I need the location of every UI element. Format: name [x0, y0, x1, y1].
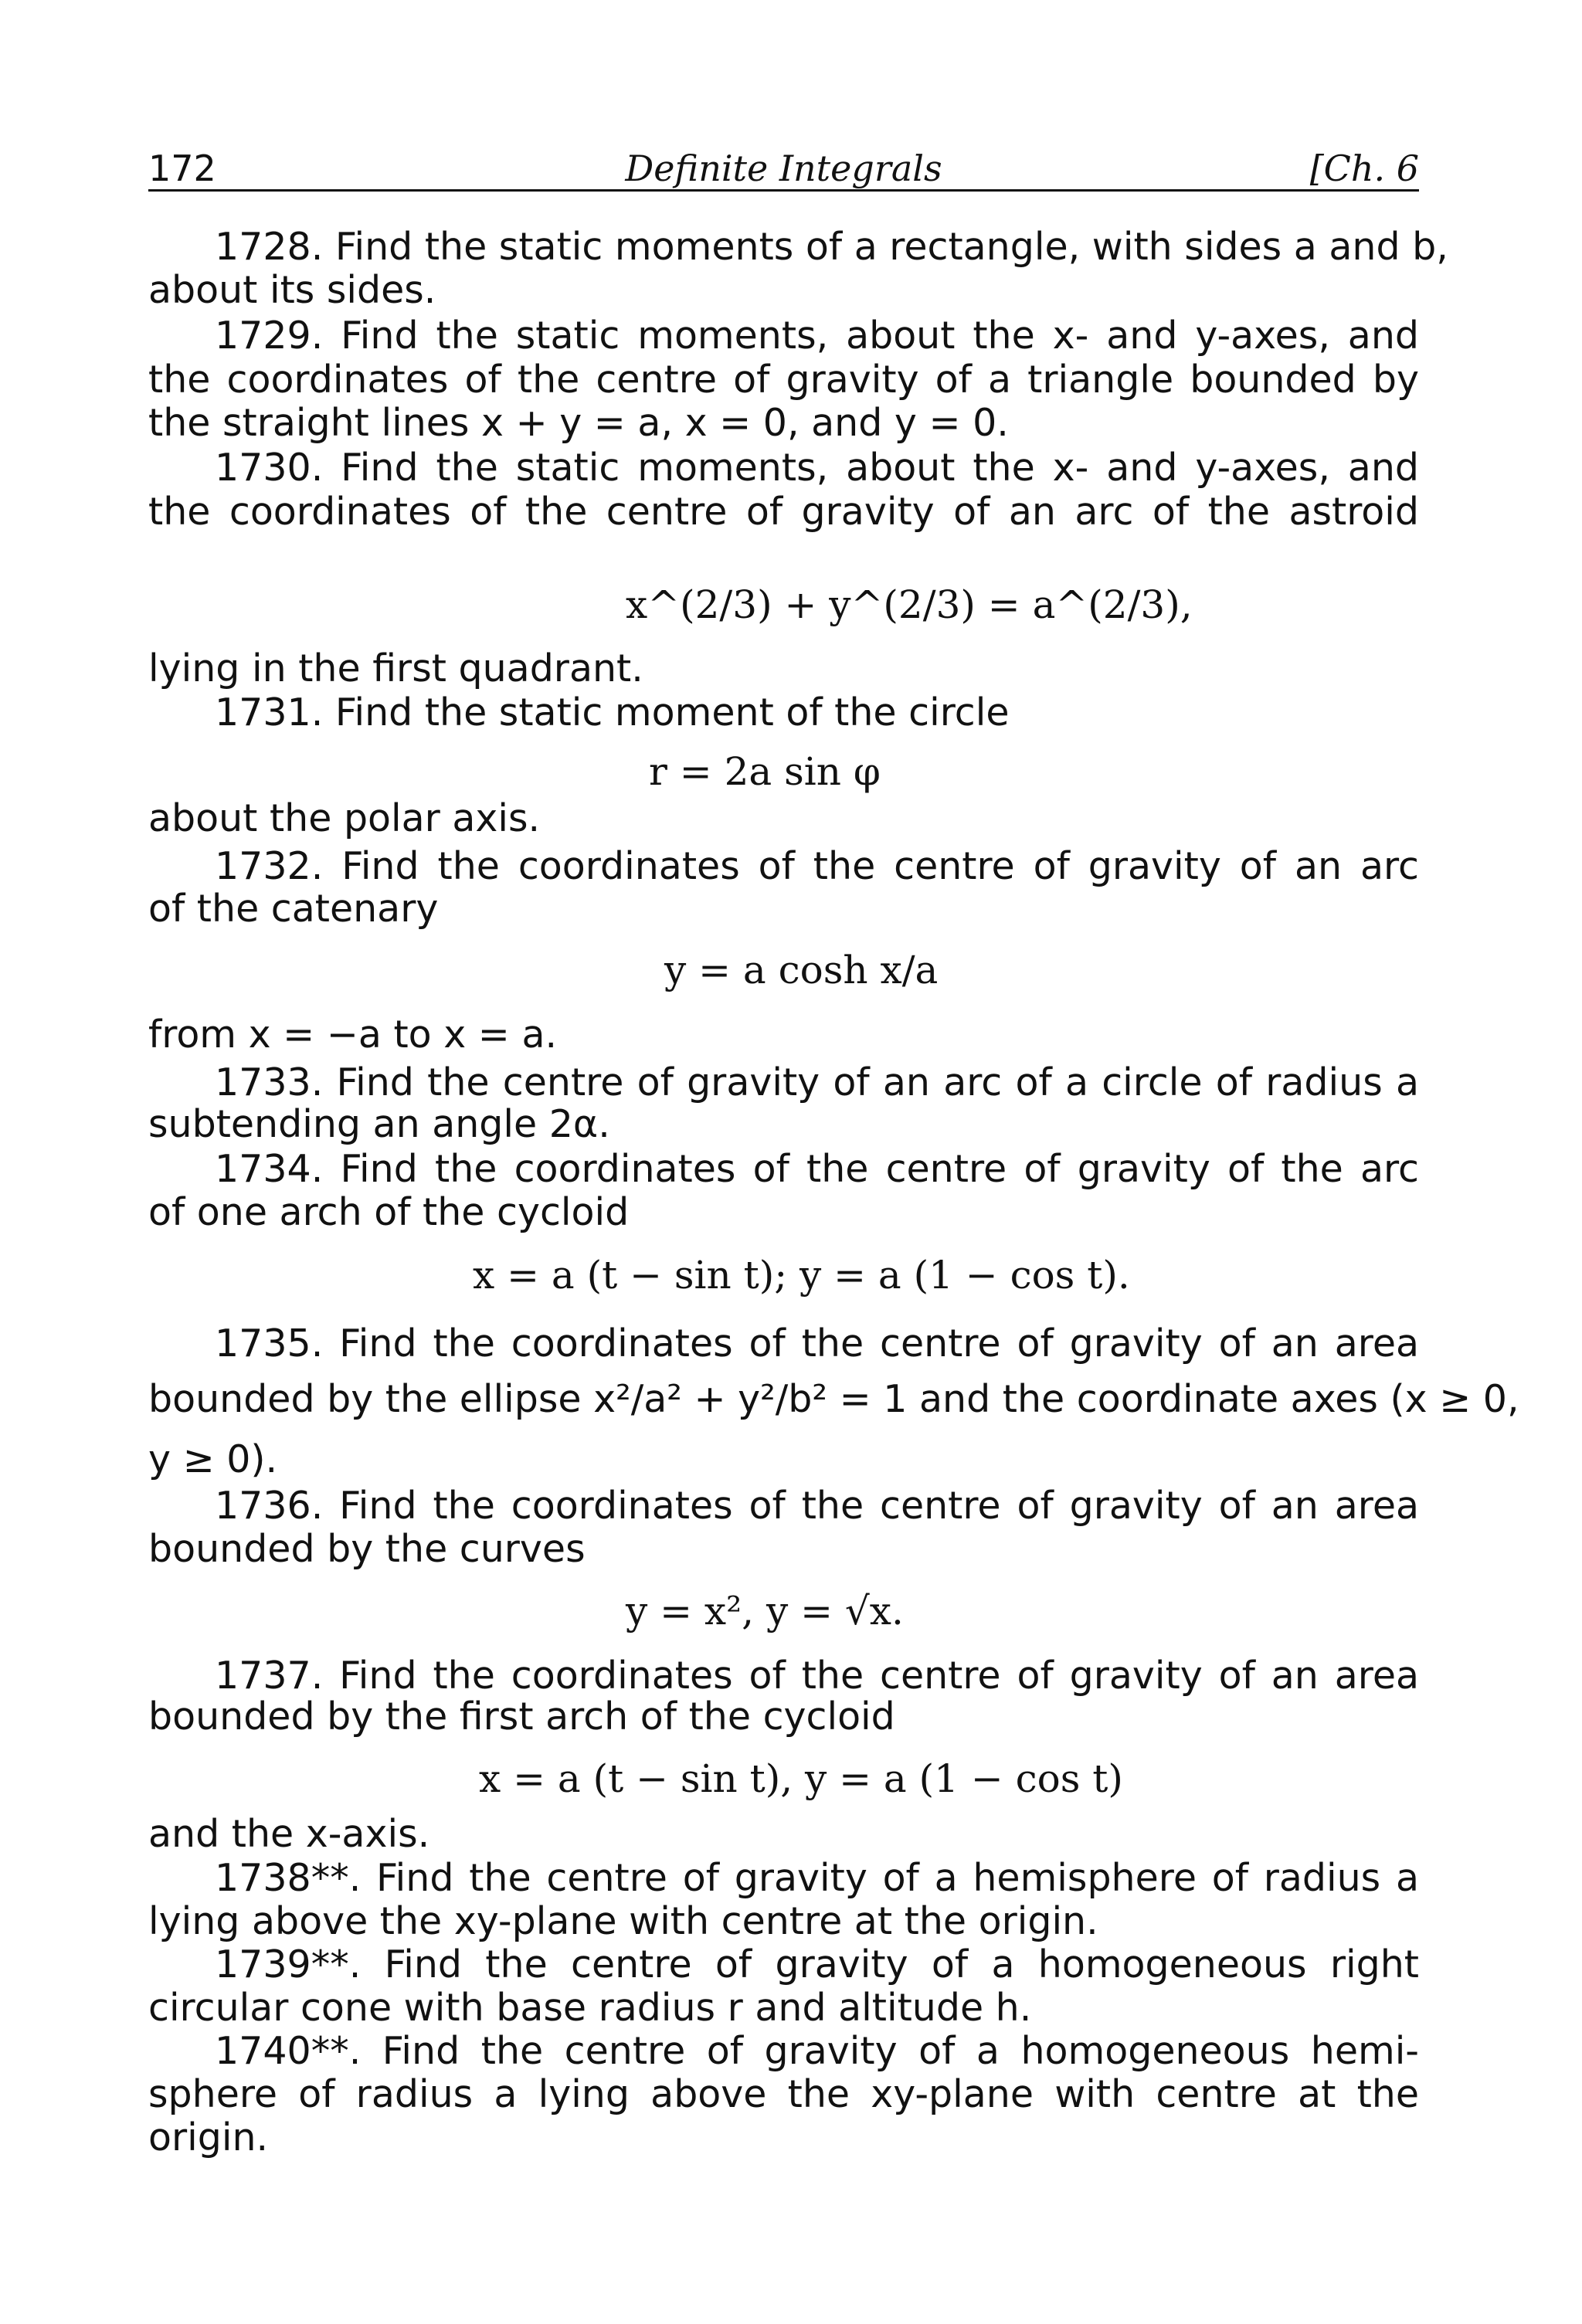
- running-title: Definite Integrals: [625, 148, 942, 189]
- problem-1736-line-2: bounded by the curves: [148, 1527, 586, 1571]
- problem-1736-line-1: 1736. Find the coordinates of the centre of gravity of an area: [215, 1484, 1419, 1528]
- problem-1738-line-1: 1738**. Find the centre of gravity of a hemisphere of radius a: [215, 1856, 1419, 1900]
- problem-1740-line-2: sphere of radius a lying above the xy-plane with centre at the: [148, 2072, 1419, 2116]
- problem-1739-line-1: 1739**. Find the centre of gravity of a homogeneous right: [215, 1942, 1419, 1986]
- problem-1730-line-1: 1730. Find the static moments, about the x- and y-axes, and: [215, 446, 1419, 490]
- problem-1737-line-2: bounded by the first arch of the cycloid: [148, 1695, 895, 1739]
- problem-1737-line-1: 1737. Find the coordinates of the centre of gravity of an area: [215, 1654, 1419, 1698]
- problem-1731-line-2: about the polar axis.: [148, 796, 541, 840]
- cycloid-first-arch-equation: x = a (t − sin t), y = a (1 − cos t): [479, 1756, 1123, 1801]
- problem-1731-line-1: 1731. Find the static moment of the circle: [215, 690, 1010, 735]
- problem-1728-line-1: 1728. Find the static moments of a rectangle, with sides a and b,: [215, 225, 1448, 269]
- problem-1740-line-1: 1740**. Find the centre of gravity of a homogeneous hemi-: [215, 2029, 1419, 2073]
- problem-1729-line-2: the coordinates of the centre of gravity of a triangle bounded by: [148, 358, 1419, 402]
- header-rule: [148, 189, 1419, 192]
- running-header: [148, 147, 1419, 190]
- problem-1738-line-2: lying above the xy-plane with centre at the origin.: [148, 1899, 1098, 1943]
- problem-1729-line-1: 1729. Find the static moments, about the x- and y-axes, and: [215, 314, 1419, 358]
- problem-1735-line-2: bounded by the ellipse x²/a² + y²/b² = 1 and the coordinate axes (x ≥ 0,: [148, 1377, 1519, 1421]
- problem-1732-line-1: 1732. Find the coordinates of the centre of gravity of an arc: [215, 844, 1419, 888]
- page-number: 172: [148, 148, 216, 189]
- problem-1735-line-3: y ≥ 0).: [148, 1437, 278, 1481]
- catenary-equation: y = a cosh x/a: [664, 948, 939, 992]
- problem-1737-line-3: and the x-axis.: [148, 1812, 430, 1856]
- problem-1730-line-3: lying in the first quadrant.: [148, 646, 643, 690]
- problem-1730-line-2: the coordinates of the centre of gravity of an arc of the astroid: [148, 490, 1419, 534]
- problem-1733-line-2: subtending an angle 2α.: [148, 1102, 610, 1146]
- problem-1729-line-3: the straight lines x + y = a, x = 0, and y = 0.: [148, 401, 1009, 445]
- problem-1734-line-2: of one arch of the cycloid: [148, 1190, 630, 1234]
- problem-1734-line-1: 1734. Find the coordinates of the centre of gravity of the arc: [215, 1147, 1419, 1191]
- cycloid-arc-equation: x = a (t − sin t); y = a (1 − cos t).: [473, 1253, 1130, 1298]
- problem-1735-line-1: 1735. Find the coordinates of the centre of gravity of an area: [215, 1321, 1419, 1366]
- chapter-label: [Ch. 6: [1309, 148, 1419, 189]
- problem-1732-line-3: from x = −a to x = a.: [148, 1013, 558, 1057]
- problem-1740-line-3: origin.: [148, 2115, 269, 2159]
- curves-equation: y = x², y = √x.: [626, 1589, 904, 1634]
- problem-1732-line-2: of the catenary: [148, 887, 439, 931]
- problem-1728-line-2: about its sides.: [148, 268, 436, 312]
- astroid-equation: x^(2/3) + y^(2/3) = a^(2/3),: [626, 582, 1193, 627]
- problem-1733-line-1: 1733. Find the centre of gravity of an arc of a circle of radius a: [215, 1060, 1419, 1104]
- circle-equation: r = 2a sin φ: [649, 749, 881, 794]
- problem-1739-line-2: circular cone with base radius r and altitude h.: [148, 1986, 1032, 2030]
